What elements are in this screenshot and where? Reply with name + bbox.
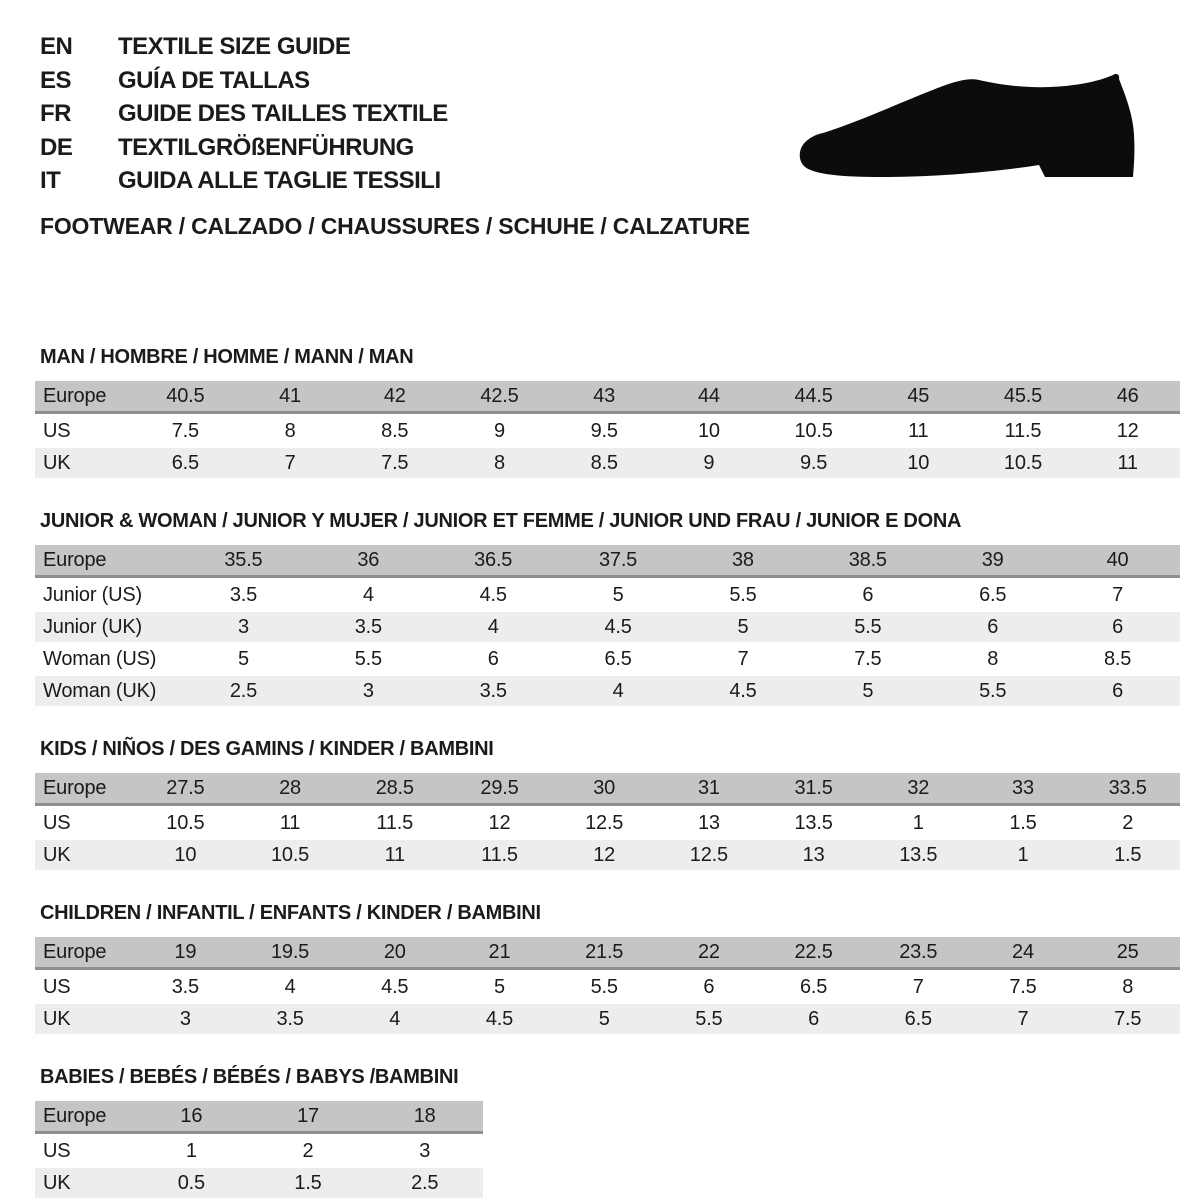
language-title: GUIDE DES TAILLES TEXTILE bbox=[118, 100, 448, 127]
size-cell: 25 bbox=[1116, 940, 1139, 963]
size-table bbox=[35, 381, 1180, 478]
size-cell: 3 bbox=[419, 1139, 431, 1162]
size-cell: 46 bbox=[1116, 384, 1139, 407]
size-cell: 7.5 bbox=[1009, 975, 1037, 998]
size-cell: 32 bbox=[907, 776, 930, 799]
size-table bbox=[35, 1101, 483, 1198]
table-row bbox=[35, 1101, 483, 1134]
size-cell: 17 bbox=[297, 1104, 319, 1127]
size-cell: 12.5 bbox=[585, 811, 624, 834]
row-label: UK bbox=[43, 843, 71, 866]
size-cell: 4.5 bbox=[485, 1007, 514, 1030]
size-cell: 21.5 bbox=[585, 940, 624, 963]
table-row bbox=[35, 1168, 483, 1198]
row-label: US bbox=[43, 811, 71, 834]
size-cell: 33.5 bbox=[1108, 776, 1147, 799]
size-cell: 5 bbox=[493, 975, 505, 998]
row-label: Europe bbox=[43, 776, 107, 799]
size-section bbox=[35, 738, 1200, 870]
size-cell: 2 bbox=[302, 1139, 314, 1162]
size-cell: 31 bbox=[697, 776, 720, 799]
size-cell: 3.5 bbox=[354, 615, 382, 638]
size-cell: 37.5 bbox=[598, 548, 638, 571]
size-cell: 42 bbox=[383, 384, 406, 407]
size-cell: 4 bbox=[487, 615, 499, 638]
size-cell: 12.5 bbox=[689, 843, 728, 866]
size-cell: 7.5 bbox=[171, 419, 199, 442]
language-title: TEXTILE SIZE GUIDE bbox=[118, 33, 351, 60]
size-cell: 31.5 bbox=[794, 776, 833, 799]
size-cell: 8 bbox=[284, 419, 296, 442]
table-row bbox=[35, 1136, 483, 1166]
size-cell: 45 bbox=[907, 384, 930, 407]
size-cell: 6 bbox=[808, 1007, 820, 1030]
size-cell: 45.5 bbox=[1003, 384, 1043, 407]
size-cell: 7 bbox=[737, 647, 749, 670]
size-cell: 8 bbox=[987, 647, 999, 670]
size-cell: 2 bbox=[1122, 811, 1134, 834]
language-code: IT bbox=[40, 167, 61, 194]
size-cell: 5 bbox=[737, 615, 749, 638]
size-cell: 10 bbox=[907, 451, 930, 474]
row-label: US bbox=[43, 419, 71, 442]
size-cell: 22 bbox=[697, 940, 720, 963]
size-section bbox=[35, 346, 1200, 478]
size-cell: 35.5 bbox=[224, 548, 263, 571]
size-cell: 42.5 bbox=[480, 384, 519, 407]
size-cell: 0.5 bbox=[177, 1171, 205, 1194]
size-cell: 11.5 bbox=[376, 811, 414, 834]
section-title: BABIES / BEBÉS / BÉBÉS / BABYS /BAMBINI bbox=[40, 1065, 459, 1088]
size-cell: 5.5 bbox=[590, 975, 618, 998]
language-title: TEXTILGRÖßENFÜHRUNG bbox=[118, 133, 414, 161]
size-cell: 6 bbox=[1112, 615, 1124, 638]
row-label: Europe bbox=[43, 548, 107, 571]
size-cell: 5 bbox=[862, 679, 874, 702]
size-cell: 10.5 bbox=[1003, 451, 1043, 474]
size-cell: 9 bbox=[493, 419, 505, 442]
size-cell: 8.5 bbox=[1103, 647, 1132, 670]
row-label: Europe bbox=[43, 1104, 107, 1127]
row-label: Europe bbox=[43, 384, 107, 407]
size-cell: 5 bbox=[598, 1007, 610, 1030]
size-cell: 6.5 bbox=[604, 647, 632, 670]
table-row bbox=[35, 612, 1180, 642]
size-cell: 27.5 bbox=[166, 776, 205, 799]
size-section bbox=[35, 510, 1200, 706]
table-row bbox=[35, 416, 1180, 446]
size-cell: 4.5 bbox=[381, 975, 409, 998]
size-cell: 38.5 bbox=[848, 548, 887, 571]
size-cell: 11 bbox=[1117, 451, 1138, 474]
size-cell: 41 bbox=[279, 384, 301, 407]
shoe-icon bbox=[795, 55, 1140, 190]
table-row bbox=[35, 1004, 1180, 1034]
size-cell: 6.5 bbox=[171, 451, 199, 474]
language-code: ES bbox=[40, 66, 72, 94]
size-cell: 36.5 bbox=[474, 548, 513, 571]
table-row bbox=[35, 676, 1180, 706]
table-row bbox=[35, 580, 1180, 610]
size-cell: 5.5 bbox=[695, 1007, 723, 1030]
section-title: CHILDREN / INFANTIL / ENFANTS / KINDER / BAMBINI bbox=[40, 901, 541, 924]
size-cell: 23.5 bbox=[899, 940, 938, 963]
size-cell: 5.5 bbox=[979, 679, 1007, 702]
size-cell: 7 bbox=[912, 975, 924, 998]
size-section bbox=[35, 1066, 1200, 1198]
size-cell: 10.5 bbox=[166, 811, 205, 834]
size-cell: 20 bbox=[383, 940, 406, 963]
size-cell: 3.5 bbox=[479, 679, 507, 702]
language-code: FR bbox=[40, 100, 71, 127]
size-cell: 10.5 bbox=[794, 419, 833, 442]
size-cell: 13.5 bbox=[899, 843, 938, 866]
table-row bbox=[35, 972, 1180, 1002]
language-code: EN bbox=[40, 33, 73, 60]
size-cell: 24 bbox=[1012, 940, 1034, 963]
size-section bbox=[35, 902, 1200, 1034]
size-cell: 16 bbox=[180, 1104, 203, 1127]
size-cell: 28 bbox=[279, 776, 301, 799]
size-cell: 1.5 bbox=[1114, 843, 1142, 866]
size-table bbox=[35, 773, 1180, 870]
size-cell: 8 bbox=[493, 451, 505, 474]
size-cell: 10 bbox=[174, 843, 197, 866]
language-title: GUIDA ALLE TAGLIE TESSILI bbox=[118, 167, 441, 194]
size-cell: 3.5 bbox=[171, 975, 199, 998]
table-row bbox=[35, 840, 1180, 870]
table-row bbox=[35, 448, 1180, 478]
size-cell: 6.5 bbox=[979, 583, 1007, 606]
size-cell: 3.5 bbox=[229, 583, 258, 606]
size-cell: 9 bbox=[703, 451, 715, 474]
category-line: FOOTWEAR / CALZADO / CHAUSSURES / SCHUHE / CALZATURE bbox=[40, 212, 750, 239]
row-label: Junior (US) bbox=[43, 583, 142, 606]
size-cell: 19 bbox=[174, 940, 197, 963]
size-cell: 5 bbox=[612, 583, 624, 606]
size-cell: 6.5 bbox=[904, 1007, 932, 1030]
row-label: US bbox=[43, 1139, 71, 1162]
row-label: Europe bbox=[43, 940, 107, 963]
size-cell: 8.5 bbox=[590, 451, 618, 474]
size-cell: 10.5 bbox=[270, 843, 310, 866]
table-row bbox=[35, 644, 1180, 674]
size-cell: 8.5 bbox=[381, 419, 409, 442]
language-title: GUÍA DE TALLAS bbox=[118, 66, 310, 94]
section-title: MAN / HOMBRE / HOMME / MANN / MAN bbox=[40, 345, 414, 368]
size-cell: 4.5 bbox=[729, 679, 757, 702]
size-cell: 6 bbox=[987, 615, 999, 638]
row-label: UK bbox=[43, 1171, 71, 1194]
size-cell: 33 bbox=[1012, 776, 1034, 799]
size-cell: 3 bbox=[179, 1007, 191, 1030]
size-cell: 4 bbox=[362, 583, 374, 606]
row-label: US bbox=[43, 975, 71, 998]
table-row bbox=[35, 545, 1180, 578]
size-cell: 38 bbox=[732, 548, 754, 571]
size-cell: 3.5 bbox=[276, 1007, 304, 1030]
row-label: UK bbox=[43, 1007, 71, 1030]
size-cell: 6.5 bbox=[799, 975, 828, 998]
section-title: KIDS / NIÑOS / DES GAMINS / KINDER / BAMBINI bbox=[40, 737, 494, 760]
size-cell: 11 bbox=[279, 811, 301, 834]
size-cell: 21 bbox=[488, 940, 511, 963]
size-table bbox=[35, 937, 1180, 1034]
size-cell: 43 bbox=[593, 384, 616, 407]
size-cell: 5 bbox=[237, 647, 249, 670]
table-row bbox=[35, 381, 1180, 414]
size-cell: 4.5 bbox=[604, 615, 632, 638]
size-cell: 13.5 bbox=[794, 811, 833, 834]
size-cell: 18 bbox=[413, 1104, 436, 1127]
size-cell: 12 bbox=[593, 843, 616, 866]
size-cell: 12 bbox=[488, 811, 511, 834]
size-cell: 6 bbox=[1112, 679, 1124, 702]
size-cell: 28.5 bbox=[375, 776, 414, 799]
size-cell: 7.5 bbox=[1114, 1007, 1142, 1030]
size-cell: 6 bbox=[862, 583, 874, 606]
size-cell: 36 bbox=[357, 548, 380, 571]
size-cell: 1.5 bbox=[1009, 811, 1037, 834]
size-cell: 44 bbox=[697, 384, 720, 407]
row-label: Woman (UK) bbox=[43, 679, 157, 702]
size-cell: 6 bbox=[703, 975, 715, 998]
size-cell: 13 bbox=[802, 843, 825, 866]
row-label: UK bbox=[43, 451, 71, 474]
size-cell: 12 bbox=[1116, 419, 1139, 442]
size-cell: 1 bbox=[185, 1139, 197, 1162]
size-cell: 8 bbox=[1122, 975, 1134, 998]
table-row bbox=[35, 937, 1180, 970]
size-cell: 6 bbox=[487, 647, 499, 670]
size-cell: 4 bbox=[612, 679, 624, 702]
size-cell: 13 bbox=[697, 811, 720, 834]
size-cell: 40.5 bbox=[166, 384, 205, 407]
row-label: Woman (US) bbox=[43, 647, 157, 670]
size-cell: 7.5 bbox=[381, 451, 409, 474]
size-cell: 5.5 bbox=[354, 647, 382, 670]
size-cell: 4 bbox=[389, 1007, 401, 1030]
size-cell: 3 bbox=[362, 679, 374, 702]
size-cell: 22.5 bbox=[794, 940, 833, 963]
size-cell: 2.5 bbox=[411, 1171, 439, 1194]
size-cell: 10 bbox=[697, 419, 720, 442]
size-cell: 7 bbox=[284, 451, 296, 474]
table-row bbox=[35, 808, 1180, 838]
section-title: JUNIOR & WOMAN / JUNIOR Y MUJER / JUNIOR ET FEMME / JUNIOR UND FRAU / JUNIOR E DONA bbox=[40, 509, 962, 532]
size-cell: 11.5 bbox=[481, 843, 518, 866]
size-cell: 39 bbox=[981, 548, 1004, 571]
size-cell: 1.5 bbox=[294, 1171, 322, 1194]
size-cell: 1 bbox=[912, 811, 924, 834]
row-label: Junior (UK) bbox=[43, 615, 142, 638]
size-cell: 4.5 bbox=[479, 583, 507, 606]
size-cell: 4 bbox=[284, 975, 296, 998]
table-row bbox=[35, 773, 1180, 806]
size-cell: 11 bbox=[384, 843, 405, 866]
size-cell: 9.5 bbox=[799, 451, 828, 474]
size-cell: 11 bbox=[908, 419, 929, 442]
size-cell: 7.5 bbox=[854, 647, 882, 670]
shoe-silhouette bbox=[800, 74, 1135, 177]
size-cell: 19.5 bbox=[270, 940, 310, 963]
size-tables bbox=[0, 240, 1200, 1198]
language-code: DE bbox=[40, 133, 73, 161]
size-cell: 7 bbox=[1017, 1007, 1029, 1030]
size-cell: 5.5 bbox=[854, 615, 882, 638]
size-cell: 2.5 bbox=[229, 679, 258, 702]
size-table bbox=[35, 545, 1180, 706]
size-cell: 30 bbox=[593, 776, 616, 799]
size-cell: 40 bbox=[1106, 548, 1129, 571]
size-cell: 7 bbox=[1112, 583, 1124, 606]
size-cell: 5.5 bbox=[729, 583, 757, 606]
size-cell: 3 bbox=[237, 615, 249, 638]
size-cell: 44.5 bbox=[794, 384, 833, 407]
size-cell: 1 bbox=[1017, 843, 1029, 866]
size-cell: 29.5 bbox=[480, 776, 519, 799]
size-cell: 11.5 bbox=[1004, 419, 1042, 442]
size-cell: 9.5 bbox=[590, 419, 618, 442]
